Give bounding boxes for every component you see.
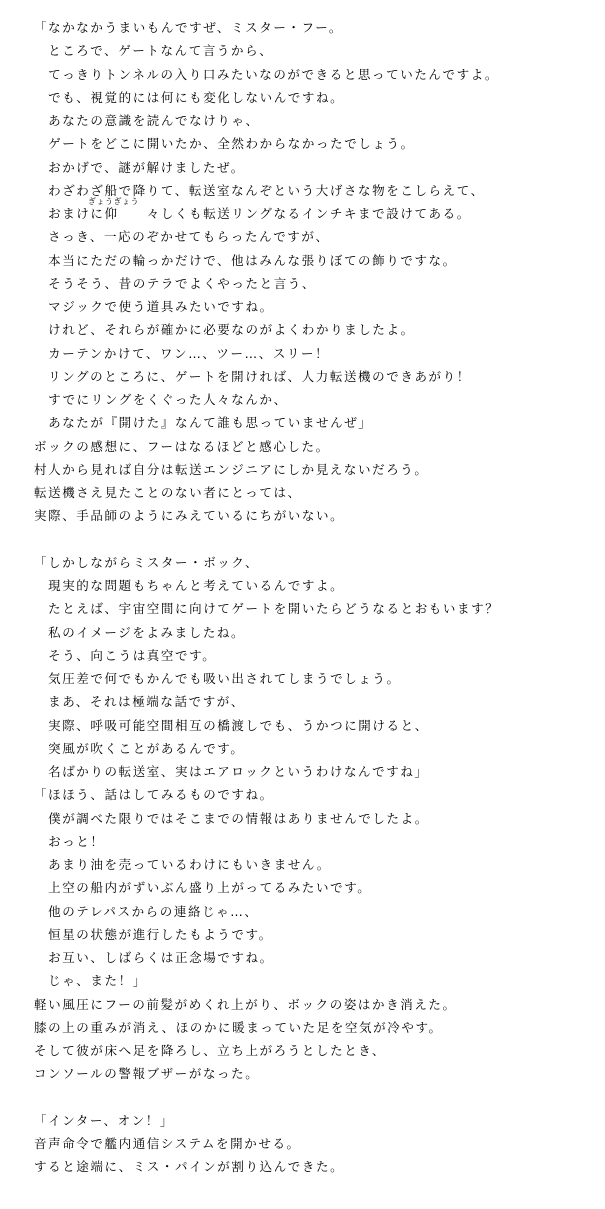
text-line: 村人から見れば自分は転送エンジニアにしか見えないだろう。 <box>34 461 429 477</box>
text-line: 恒星の状態が進行したもようです。 <box>34 926 273 942</box>
text-line: ボックの感想に、フーはなるほどと感心した。 <box>34 438 330 454</box>
text-line: 僕が調べた限りではそこまでの情報はありませんでしたよ。 <box>34 810 429 826</box>
text-line: コンソールの警報ブザーがなった。 <box>34 1066 260 1082</box>
text-line: 突風が吹くことがあるんです。 <box>34 740 245 756</box>
text-line: すでにリングをくぐった人々なんか、 <box>34 392 288 407</box>
text-line: 上空の船内がずいぶん盛り上がってるみたいです。 <box>34 880 372 896</box>
text-line: あまり油を売っているわけにもいきません。 <box>34 857 331 872</box>
text-line: 私のイメージをよみましたね。 <box>34 624 246 640</box>
text-line: 膝の上の重みが消え、ほのかに暖まっていた足を空気が冷やす。 <box>34 1019 443 1035</box>
text-line: 本当にただの輪っかだけで、他はみんな張りぼての飾りですな。 <box>34 252 457 268</box>
text-line: そう、向こうは真空です。 <box>34 647 217 663</box>
text-line: そうそう、昔のテラでよくやったと言う、 <box>34 275 317 291</box>
text-line: 名ばかりの転送室、実はエアロックというわけなんですね」 <box>34 764 429 779</box>
text-line: おまけに仰 々しくも転送リングなるインチキまで設けてある。 <box>34 206 471 221</box>
text-line: たとえば、宇宙空間に向けてゲートを開いたらどうなるとおもいます？ <box>34 601 500 617</box>
text-line: 軽い風圧にフーの前髪がめくれ上がり、ボックの姿はかき消えた。 <box>34 996 457 1012</box>
text-line: 「なかなかうまいもんですぜ、ミスター・フー。 <box>34 20 343 35</box>
text-line: けれど、それらが確かに必要なのがよくわかりましたよ。 <box>34 322 415 338</box>
text-line: マジックで使う道具みたいですね。 <box>34 299 274 314</box>
text-line: 気圧差で何でもかんでも吸い出されてしまうでしょう。 <box>34 671 401 686</box>
text-line: おかげで、謎が解けましたぜ。 <box>34 159 245 175</box>
text-line: 「ほほう、話はしてみるものですね。 <box>34 787 274 803</box>
text-line: 現実的な問題もちゃんと考えているんですよ。 <box>34 578 345 593</box>
text-line: あなたの意識を読んでなけりゃ、 <box>34 113 260 128</box>
text-line: まあ、それは極端な話ですが、 <box>34 694 246 710</box>
ruby-annotation: ぎょうぎょう <box>88 197 139 206</box>
text-line: そして彼が床へ足を降ろし、立ち上がろうとしたとき、 <box>34 1043 387 1058</box>
text-line: 実際、手品師のようにみえているにちがいない。 <box>34 508 345 524</box>
text-line: 他のテレパスからの連絡じゃ…、 <box>34 903 259 919</box>
text-line: カーテンかけて、ワン…、ツー…、スリー！ <box>34 345 330 361</box>
text-line: お互い、しばらくは正念場ですね。 <box>34 950 274 965</box>
text-line: 「インター、オン！」 <box>34 1112 175 1128</box>
text-line: わざわざ船で降りて、転送室なんぞという大げさな物をこしらえて、 <box>34 182 485 198</box>
text-line: 転送機さえ見たことのない者にとっては、 <box>34 485 302 500</box>
text-line: てっきりトンネルの入り口みたいなのができると思っていたんですよ。 <box>34 66 499 82</box>
text-line: 「しかしながらミスター・ボック、 <box>34 554 260 570</box>
text-line: おっと！ <box>34 833 105 849</box>
text-line: じゃ、また！」 <box>34 973 147 989</box>
text-line: ところで、ゲートなんて言うから、 <box>34 43 274 59</box>
text-line: あなたが『開けた』なんて誰も思っていませんぜ」 <box>34 415 373 431</box>
text-line: さっき、一応のぞかせてもらったんですが、 <box>34 229 330 245</box>
text-line: 音声命令で艦内通信システムを開かせる。 <box>34 1136 301 1151</box>
text-line: ゲートをどこに開いたか、全然わからなかったでしょう。 <box>34 136 415 152</box>
text-line: すると途端に、ミス・パインが割り込んできた。 <box>34 1159 345 1175</box>
text-line: 実際、呼吸可能空間相互の橋渡しでも、うかつに開けると、 <box>34 717 429 733</box>
text-line: リングのところに、ゲートを開ければ、人力転送機のできあがり！ <box>34 368 471 384</box>
text-line: でも、視覚的には何にも変化しないんですね。 <box>34 89 345 105</box>
